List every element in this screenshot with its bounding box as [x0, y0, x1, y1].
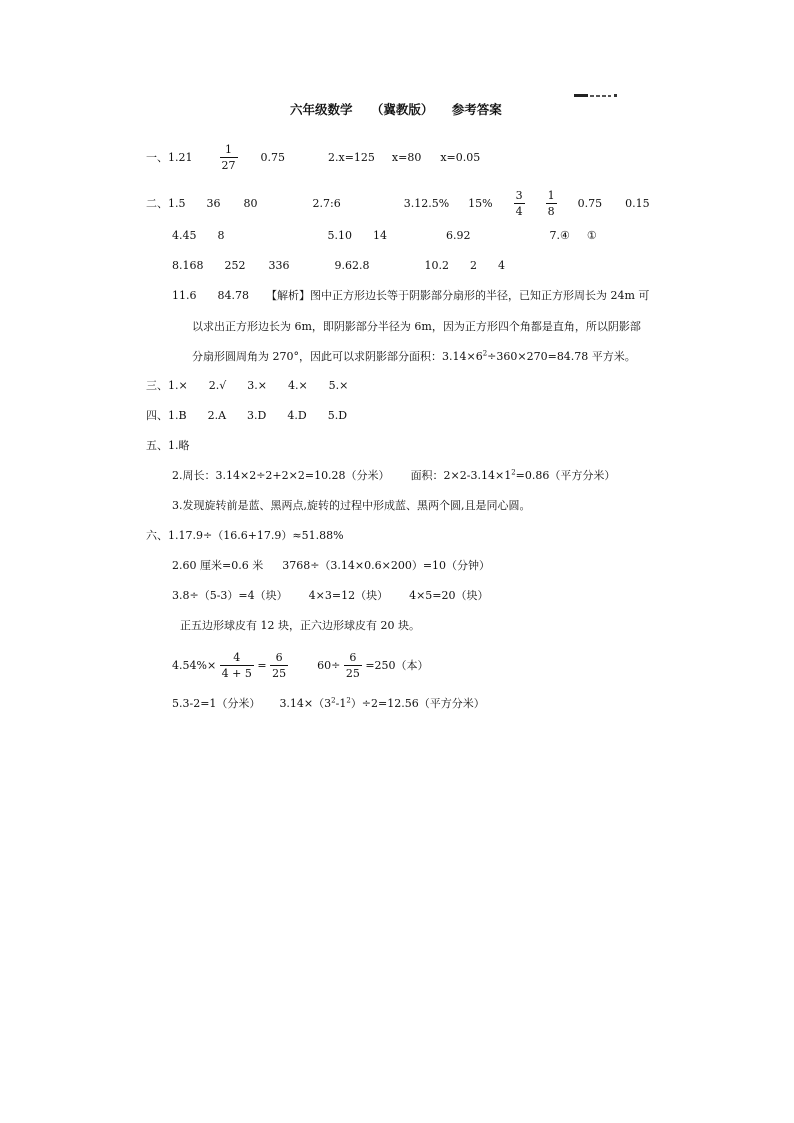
s6-l5-eq: =	[257, 658, 267, 672]
s3-a3: 3.×	[247, 379, 267, 392]
s2-q3-d: 0.15	[625, 196, 650, 210]
s2-r4-a: 11.6	[172, 289, 197, 302]
s5-area-a: 面积：2×2-3.14×1	[410, 469, 512, 482]
s6-fraction-2: $\frac{6}{25}$	[272, 651, 287, 680]
s1-fraction: $\frac{1}{27}$	[221, 143, 236, 172]
section-2-line-4	[172, 289, 649, 303]
s4-label: 四、1.B	[146, 409, 187, 422]
s6-l3-b: 4×3=12（块）	[308, 589, 389, 602]
s4-a4: 4.D	[287, 409, 307, 422]
section-6-line-1	[146, 529, 344, 543]
s2-r6-sup: 2	[482, 349, 488, 358]
title-edition: （冀教版）	[370, 102, 434, 117]
s4-a3: 3.D	[247, 409, 267, 422]
s4-a2: 2.A	[207, 409, 227, 422]
section-2-line-2	[172, 229, 597, 243]
s1-label: 一、1.21	[146, 150, 193, 164]
s2-r2-g: ①	[586, 229, 597, 242]
section-1-line	[146, 142, 480, 173]
s2-q3: 3.12.5%	[403, 196, 450, 210]
section-6-line-6	[172, 697, 485, 711]
s2-r3-e: 10.2	[424, 259, 449, 272]
section-6-line-5	[172, 650, 429, 681]
s6-l3-c: 4×5=20（块）	[409, 589, 489, 602]
s6-l5-a: 4.54%×	[172, 658, 217, 672]
s2-r2-a: 4.45	[172, 229, 197, 242]
s5-line-3: 3.发现旋转前是蓝、黑两点,旋转的过程中形成蓝、黑两个圆,且是同心圆。	[172, 499, 531, 512]
s5-perimeter: 2.周长：3.14×2÷2+2×2=10.28（分米）	[172, 469, 390, 482]
s2-value-1: 36	[206, 196, 221, 210]
s2-r4-b: 84.78	[217, 289, 249, 302]
s4-a5: 5.D	[327, 409, 348, 422]
section-3-line	[146, 379, 348, 393]
s6-l4: 正五边形球皮有 12 块，正六边形球皮有 20 块。	[180, 619, 420, 632]
section-2-line-3	[172, 259, 505, 273]
s3-a5: 5.×	[328, 379, 349, 392]
s1-q2-b: x=80	[391, 150, 422, 164]
s5-area-sup: 2	[511, 468, 516, 477]
title-answers: 参考答案	[451, 102, 502, 117]
section-6-line-3	[172, 589, 489, 603]
s2-r2-f: 7.④	[549, 229, 570, 242]
section-2-line-6	[192, 350, 636, 364]
section-5-line-1	[146, 439, 190, 453]
s2-q3-c: 0.75	[577, 196, 603, 210]
s6-l3-a: 3.8÷（5-3）=4（块）	[172, 589, 288, 602]
section-4-line	[146, 409, 347, 423]
s2-value-2: 80	[243, 196, 258, 210]
s2-q2: 2.7:6	[312, 196, 341, 210]
s6-l6-b: 3.14×（3	[279, 697, 332, 710]
s2-r2-e: 6.92	[446, 229, 471, 242]
s5-label: 五、1.略	[146, 439, 190, 452]
section-5-line-3	[172, 499, 531, 513]
s5-area-b: =0.86（平方分米）	[515, 469, 616, 482]
corner-scan-mark	[574, 93, 618, 98]
s2-r3-g: 4	[498, 259, 505, 272]
s2-r3-d: 9.62.8	[334, 259, 370, 272]
s2-r2-d: 14	[373, 229, 387, 242]
s1-answer-2: 0.75	[260, 150, 285, 164]
section-5-line-2	[172, 469, 615, 483]
s2-q3-b: 15%	[468, 196, 493, 210]
s6-l5-b: 60÷	[317, 658, 341, 672]
s2-r2-b: 8	[217, 229, 225, 242]
s6-l6-sup1: 2	[331, 696, 336, 705]
s6-fraction-1: $\frac{4}{4 + 5}$	[221, 651, 252, 680]
s1-q2-a: 2.x=125	[328, 150, 375, 164]
s1-q2-c: x=0.05	[440, 150, 481, 164]
s2-r2-c: 5.10	[327, 229, 352, 242]
page-title	[290, 100, 516, 118]
s6-l2-b: 3768÷（3.14×0.6×200）=10（分钟）	[282, 559, 491, 572]
section-2-line-1	[146, 188, 650, 219]
s6-l6-sup2: 2	[346, 696, 351, 705]
s6-l2-a: 2.60 厘米=0.6 米	[172, 559, 264, 572]
s2-r3-b: 252	[224, 259, 246, 272]
section-6-line-2	[172, 559, 490, 573]
s6-l6-d: ）÷2=12.56（平方分米）	[350, 697, 485, 710]
title-subject: 六年级数学	[290, 102, 353, 117]
s2-r3-c: 336	[268, 259, 290, 272]
section-6-line-4	[180, 619, 420, 633]
s6-label: 六、1.17.9÷（16.6+17.9）≈51.88%	[146, 529, 344, 542]
s2-fraction-1: $\frac{3}{4}$	[515, 189, 523, 218]
s2-label: 二、1.5	[146, 196, 186, 210]
s6-fraction-3: $\frac{6}{25}$	[345, 651, 360, 680]
s3-a4: 4.×	[287, 379, 308, 392]
s2-r4-c: 【解析】图中正方形边长等于阴影部分扇形的半径，已知正方形周长为 24m 可	[266, 289, 650, 302]
s6-l6-c: -1	[335, 697, 347, 710]
section-2-line-5	[192, 320, 641, 334]
s2-r3-f: 2	[470, 259, 477, 272]
s2-fraction-2: $\frac{1}{8}$	[547, 189, 555, 218]
s3-a2: 2.√	[208, 379, 227, 392]
s2-r5: 以求出正方形边长为 6m，即阴影部分半径为 6m，因为正方形四个角都是直角，所以阴影部	[192, 320, 641, 333]
s6-l5-c: =250（本）	[365, 658, 429, 672]
s2-r6-b: ÷360×270=84.78 平方米。	[487, 350, 636, 363]
s6-l6-a: 5.3-2=1（分米）	[172, 697, 261, 710]
s2-r3-a: 8.168	[172, 259, 204, 272]
s3-label: 三、1.×	[146, 379, 188, 392]
s2-r6-a: 分扇形圆周角为 270°，因此可以求阴影部分面积：3.14×6	[192, 350, 483, 363]
